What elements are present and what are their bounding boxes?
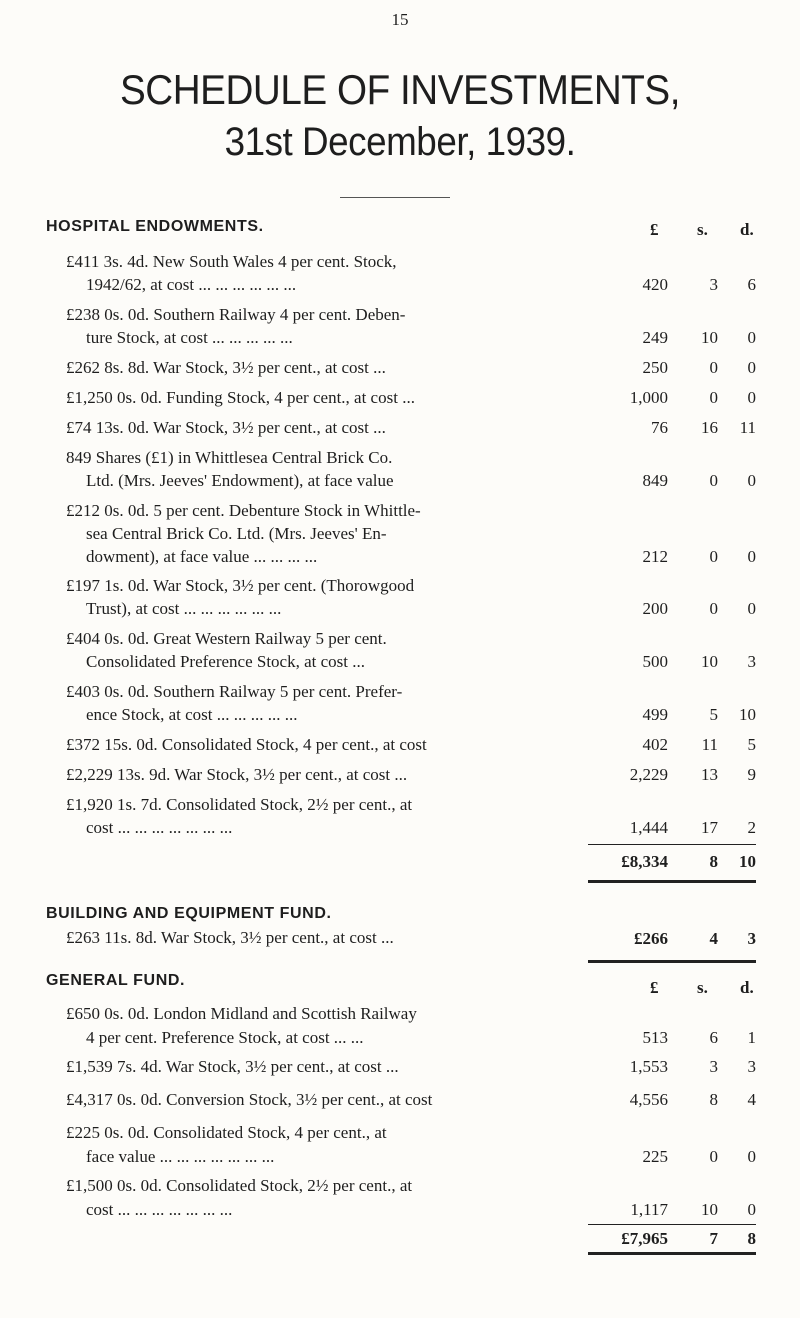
- investment-description: face value ... ... ... ... ... ... ...: [86, 1147, 275, 1166]
- amount-row: [0, 1055, 800, 1079]
- total-double-rule: [588, 1252, 756, 1255]
- page-number: 15: [391, 10, 409, 29]
- amount-pounds: 513: [642, 1028, 668, 1047]
- investment-description: £262 8s. 8d. War Stock, 3½ per cent., at cost ...: [66, 358, 386, 377]
- amount-pounds: 1,553: [629, 1057, 668, 1076]
- amount-pounds: 225: [642, 1147, 668, 1166]
- investment-description: £2,229 13s. 9d. War Stock, 3½ per cent., at cost ...: [66, 765, 408, 784]
- investment-description: £1,250 0s. 0d. Funding Stock, 4 per cent., at cost ...: [66, 388, 415, 407]
- amount-row: [0, 1088, 800, 1112]
- amount-row: [0, 650, 800, 672]
- col-header-pence: d.: [740, 220, 754, 239]
- amount-pounds: 250: [642, 358, 668, 377]
- amount-pence: 0: [747, 599, 756, 618]
- col-header-pence: d.: [740, 978, 754, 997]
- investment-description: £403 0s. 0d. Southern Railway 5 per cent. Prefer-: [66, 682, 403, 701]
- investment-description: ture Stock, at cost ... ... ... ... ...: [86, 328, 293, 347]
- section-heading-general-fund: GENERAL FUND.: [46, 972, 186, 989]
- amount-pence: 4: [747, 1090, 756, 1109]
- amount-pounds: 1,444: [629, 818, 668, 837]
- investment-description: £1,500 0s. 0d. Consolidated Stock, 2½ per cent., at: [66, 1176, 413, 1195]
- amount-row: [0, 763, 800, 785]
- amount-shillings: 13: [701, 765, 718, 784]
- investment-description: £238 0s. 0d. Southern Railway 4 per cent. Deben-: [66, 305, 406, 324]
- col-header-shillings: s.: [697, 220, 708, 239]
- investment-description: £4,317 0s. 0d. Conversion Stock, 3½ per cent., at cost: [66, 1090, 433, 1109]
- amount-row: [0, 1026, 800, 1050]
- amount-pounds: 76: [651, 418, 668, 437]
- investment-description: £263 11s. 8d. War Stock, 3½ per cent., at cost ...: [66, 928, 394, 947]
- amount-pounds: 212: [642, 547, 668, 566]
- amount-shillings: 8: [709, 1090, 718, 1109]
- amount-pence: 0: [747, 547, 756, 566]
- amount-pounds: £266: [634, 929, 668, 948]
- amount-shillings: 10: [701, 1200, 718, 1219]
- investment-description: 849 Shares (£1) in Whittlesea Central Brick Co.: [66, 448, 393, 467]
- amount-row: [0, 816, 800, 838]
- investment-description: £404 0s. 0d. Great Western Railway 5 per cent.: [66, 629, 387, 648]
- amount-shillings: 0: [709, 388, 718, 407]
- investment-description: £197 1s. 0d. War Stock, 3½ per cent. (Thorowgood: [66, 576, 415, 595]
- amount-row: [0, 545, 800, 567]
- amount-row: [0, 703, 800, 725]
- col-header-shillings: s.: [697, 978, 708, 997]
- amount-pence: 10: [739, 705, 756, 724]
- investment-description: £372 15s. 0d. Consolidated Stock, 4 per cent., at cost: [66, 735, 427, 754]
- amount-shillings: 6: [709, 1028, 718, 1047]
- amount-pence: 6: [747, 275, 756, 294]
- amount-row: [0, 469, 800, 491]
- section-heading-hospital-endowments: HOSPITAL ENDOWMENTS.: [46, 218, 264, 235]
- investment-description: ence Stock, at cost ... ... ... ... ...: [86, 705, 298, 724]
- investment-description: 1942/62, at cost ... ... ... ... ... ...: [86, 275, 297, 294]
- total-pounds: £7,965: [621, 1229, 668, 1248]
- amount-shillings: 0: [709, 547, 718, 566]
- building-fund-amount: [0, 929, 800, 951]
- amount-pence: 5: [747, 735, 756, 754]
- amount-pounds: 200: [642, 599, 668, 618]
- total-pounds: £8,334: [621, 852, 668, 871]
- amount-shillings: 10: [701, 328, 718, 347]
- amount-shillings: 10: [701, 652, 718, 671]
- investment-description: Ltd. (Mrs. Jeeves' Endowment), at face value: [86, 471, 394, 490]
- page-subtitle: 31st December, 1939.: [224, 120, 576, 164]
- amount-pence: 9: [747, 765, 756, 784]
- amount-shillings: 17: [701, 818, 718, 837]
- amount-shillings: 0: [709, 599, 718, 618]
- amount-pounds: 1,117: [630, 1200, 668, 1219]
- investment-description: £74 13s. 0d. War Stock, 3½ per cent., at cost ...: [66, 418, 386, 437]
- amount-row: [0, 1198, 800, 1222]
- amount-pence: 3: [747, 652, 756, 671]
- investment-description: 4 per cent. Preference Stock, at cost ... ...: [86, 1028, 364, 1047]
- total-shillings: 7: [709, 1229, 718, 1248]
- investment-description: sea Central Brick Co. Ltd. (Mrs. Jeeves' En-: [86, 524, 387, 543]
- investment-description: £1,539 7s. 4d. War Stock, 3½ per cent., at cost ...: [66, 1057, 399, 1076]
- amount-shillings: 5: [709, 705, 718, 724]
- total-pence: 8: [747, 1229, 756, 1248]
- hospital-endowments-total: [0, 852, 800, 874]
- amount-shillings: 0: [709, 358, 718, 377]
- amount-pounds: 249: [642, 328, 668, 347]
- amount-row: [0, 273, 800, 295]
- amount-shillings: 0: [709, 1147, 718, 1166]
- amount-pence: 3: [747, 1057, 756, 1076]
- subtotal-rule: [588, 844, 756, 845]
- total-pence: 10: [739, 852, 756, 871]
- amount-pounds: 2,229: [629, 765, 668, 784]
- amount-pounds: 1,000: [629, 388, 668, 407]
- amount-row: [0, 597, 800, 619]
- amount-pence: 2: [747, 818, 756, 837]
- amount-pence: 1: [747, 1028, 756, 1047]
- building-fund-double-rule: [588, 960, 756, 963]
- amount-pence: 0: [747, 1147, 756, 1166]
- amount-shillings: 3: [709, 275, 718, 294]
- amount-row: [0, 1145, 800, 1169]
- amount-pence: 0: [747, 471, 756, 490]
- investment-description: £650 0s. 0d. London Midland and Scottish Railway: [66, 1004, 417, 1023]
- amount-pence: 0: [747, 358, 756, 377]
- amount-row: [0, 416, 800, 438]
- amount-pence: 0: [747, 388, 756, 407]
- amount-pounds: 499: [642, 705, 668, 724]
- amount-row: [0, 386, 800, 408]
- title-divider: [340, 197, 450, 198]
- amount-pounds: 420: [642, 275, 668, 294]
- investment-description: £212 0s. 0d. 5 per cent. Debenture Stock in Whittle-: [66, 501, 421, 520]
- page-title: SCHEDULE OF INVESTMENTS,: [119, 66, 681, 113]
- investment-description: Trust), at cost ... ... ... ... ... ...: [86, 599, 282, 618]
- col-header-pounds: £: [650, 978, 659, 997]
- investment-description: Consolidated Preference Stock, at cost ...: [86, 652, 366, 671]
- amount-pence: 0: [747, 328, 756, 347]
- amount-pence: 3: [747, 929, 756, 948]
- amount-row: [0, 326, 800, 348]
- investment-description: £411 3s. 4d. New South Wales 4 per cent. Stock,: [66, 252, 397, 271]
- amount-pence: 0: [747, 1200, 756, 1219]
- amount-pounds: 4,556: [629, 1090, 668, 1109]
- investment-description: £225 0s. 0d. Consolidated Stock, 4 per cent., at: [66, 1123, 387, 1142]
- amount-shillings: 0: [709, 471, 718, 490]
- col-header-pounds: £: [650, 220, 659, 239]
- amount-shillings: 3: [709, 1057, 718, 1076]
- amount-row: [0, 733, 800, 755]
- amount-pounds: 500: [642, 652, 668, 671]
- general-fund-total: [0, 1229, 800, 1251]
- investment-description: dowment), at face value ... ... ... ...: [86, 547, 318, 566]
- total-shillings: 8: [709, 852, 718, 871]
- investment-description: £1,920 1s. 7d. Consolidated Stock, 2½ per cent., at: [66, 795, 413, 814]
- investment-description: cost ... ... ... ... ... ... ...: [86, 818, 233, 837]
- amount-pence: 11: [739, 418, 756, 437]
- amount-shillings: 4: [709, 929, 718, 948]
- amount-shillings: 16: [701, 418, 718, 437]
- total-double-rule: [588, 880, 756, 883]
- amount-shillings: 11: [701, 735, 718, 754]
- section-heading-building-fund: BUILDING AND EQUIPMENT FUND.: [46, 905, 332, 922]
- investment-description: cost ... ... ... ... ... ... ...: [86, 1200, 233, 1219]
- amount-row: [0, 356, 800, 378]
- subtotal-rule: [588, 1224, 756, 1225]
- amount-pounds: 402: [642, 735, 668, 754]
- amount-pounds: 849: [642, 471, 668, 490]
